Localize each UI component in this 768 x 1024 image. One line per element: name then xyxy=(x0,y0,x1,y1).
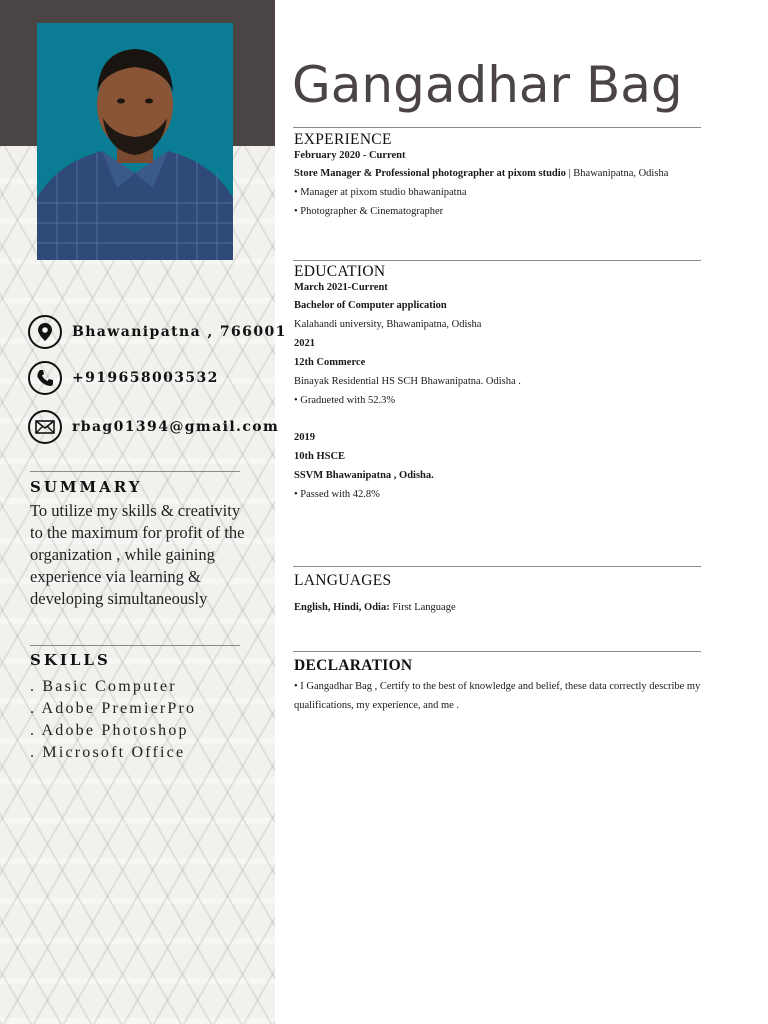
summary-heading: SUMMARY xyxy=(30,478,143,496)
skill-item: . Adobe Photoshop xyxy=(30,722,189,739)
candidate-name: Gangadhar Bag xyxy=(292,56,683,114)
location-pin-icon xyxy=(28,315,62,349)
languages-line xyxy=(294,602,456,613)
declaration-text: • I Gangadhar Bag , Certify to the best of knowledge and belief, these data correctly describe my qualifications, my experience, and me . xyxy=(294,681,701,711)
contact-location xyxy=(28,315,287,349)
experience-role-line xyxy=(294,168,668,179)
education-date: 2021 xyxy=(294,338,315,349)
education-heading: EDUCATION xyxy=(294,263,386,280)
summary-line: to the maximum for profit of the xyxy=(30,523,245,542)
summary-line: To utilize my skills & creativity xyxy=(30,501,241,520)
education-degree: Bachelor of Computer application xyxy=(294,300,447,311)
mail-icon xyxy=(28,410,62,444)
experience-heading: EXPERIENCE xyxy=(294,131,392,148)
summary-line: experience via learning & xyxy=(30,567,201,586)
phone-icon xyxy=(28,361,62,395)
divider xyxy=(293,127,701,128)
education-school: SSVM Bhawanipatna , Odisha. xyxy=(294,470,434,481)
divider xyxy=(293,651,701,652)
education-date: March 2021-Current xyxy=(294,282,388,293)
divider xyxy=(293,566,701,567)
location-text: Bhawanipatna , 766001 xyxy=(72,324,287,340)
experience-bullet: • Manager at pixom studio bhawanipatna xyxy=(294,187,467,198)
languages-label: English, Hindi, Odia: xyxy=(294,602,390,613)
skills-list xyxy=(30,676,196,764)
experience-bullet: • Photographer & Cinematographer xyxy=(294,206,444,217)
skill-item: . Adobe PremierPro xyxy=(30,700,197,717)
skill-item: . Microsoft Office xyxy=(30,744,186,761)
languages-value: First Language xyxy=(389,602,456,613)
education-degree: 10th HSCE xyxy=(294,451,346,462)
experience-date: February 2020 - Current xyxy=(294,150,406,161)
profile-photo xyxy=(37,23,233,260)
phone-text: +919658003532 xyxy=(72,370,219,386)
divider xyxy=(30,645,240,646)
education-school: Binayak Residential HS SCH Bhawanipatna. Odisha . xyxy=(294,376,521,387)
education-school: Kalahandi university, Bhawanipatna, Odisha xyxy=(294,319,482,330)
summary-text xyxy=(30,500,275,610)
education-note: • Passed with 42.8% xyxy=(294,489,380,500)
education-note: • Gradueted with 52.3% xyxy=(294,395,396,406)
divider xyxy=(293,260,701,261)
divider xyxy=(30,471,240,472)
summary-line: organization , while gaining xyxy=(30,545,215,564)
summary-line: developing simultaneously xyxy=(30,589,208,608)
experience-role: Store Manager & Professional photographer at pixom studio xyxy=(294,168,566,179)
experience-location: | Bhawanipatna, Odisha xyxy=(565,168,669,179)
skills-heading: SKILLS xyxy=(30,651,111,669)
languages-heading: LANGUAGES xyxy=(294,572,392,589)
email-text: rbag01394@gmail.com xyxy=(72,419,280,435)
contact-phone xyxy=(28,361,278,395)
skill-item: . Basic Computer xyxy=(30,678,177,695)
education-degree: 12th Commerce xyxy=(294,357,366,368)
contact-email xyxy=(28,410,278,444)
education-date: 2019 xyxy=(294,432,315,443)
declaration-heading: DECLARATION xyxy=(294,657,413,674)
